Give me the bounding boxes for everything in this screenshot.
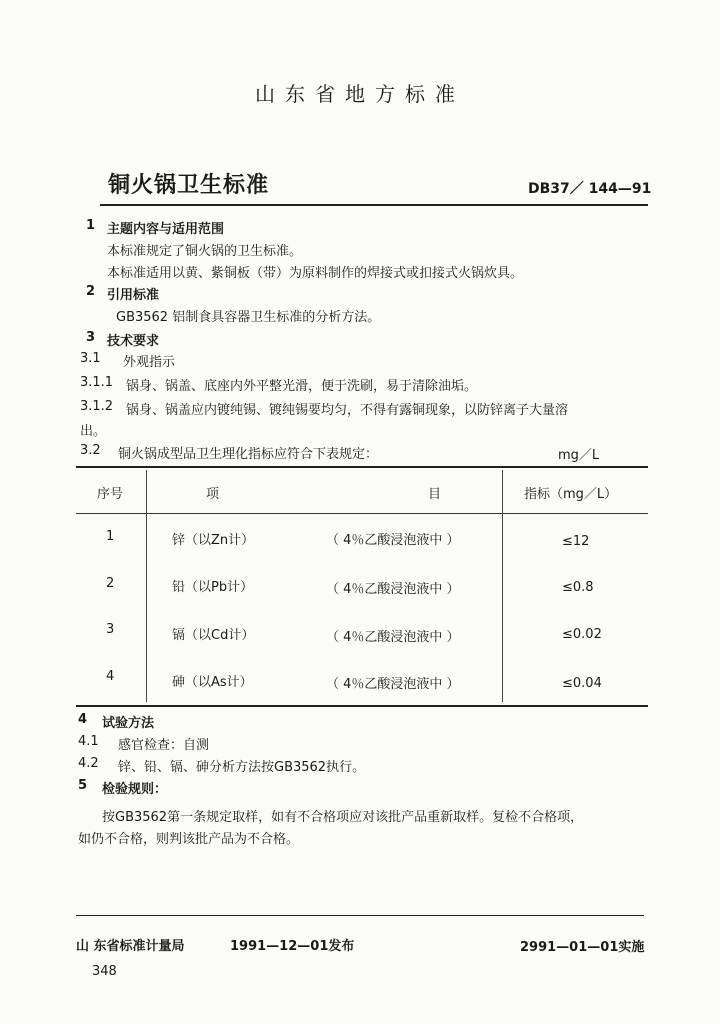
footer-rule — [76, 915, 644, 916]
row-condition: （ 4％乙酸浸泡液中 ） — [326, 677, 460, 692]
section-3-1-text: 外观指示 — [123, 355, 176, 370]
table-col-divider-1 — [146, 470, 147, 702]
section-5-paragraph-2: 如仍不合格，则判该批产品为不合格。 — [78, 832, 300, 847]
row-item: 镉（以Cd计） — [172, 628, 255, 643]
row-no: 3 — [106, 622, 115, 637]
row-no: 4 — [106, 669, 115, 684]
section-4-1-number: 4.1 — [78, 734, 99, 749]
row-condition: （ 4％乙酸浸泡液中 ） — [326, 582, 460, 597]
row-condition: （ 4％乙酸浸泡液中 ） — [326, 533, 460, 548]
section-3-1-number: 3.1 — [80, 351, 101, 366]
section-3-1-1-number: 3.1.1 — [80, 375, 114, 390]
table-bottom-rule — [76, 705, 648, 707]
row-limit: ≤12 — [562, 534, 590, 549]
table-header-no: 序号 — [97, 487, 124, 502]
table-col-divider-2 — [502, 470, 503, 702]
section-3-1-2-number: 3.1.2 — [80, 399, 114, 414]
section-2-number: 2 — [86, 284, 96, 299]
section-3-2-number: 3.2 — [80, 443, 101, 458]
table-header-rule — [76, 513, 648, 514]
section-1-heading: 主题内容与适用范围 — [107, 222, 225, 237]
row-condition: （ 4％乙酸浸泡液中 ） — [326, 630, 460, 645]
footer-issuer: 山 东省标准计量局 — [76, 939, 185, 954]
section-3-1-1-text: 锅身、锅盖、底座内外平整光滑，便于洗刷，易于清除油垢。 — [126, 379, 478, 394]
section-1-number: 1 — [86, 218, 96, 233]
table-top-rule — [76, 466, 648, 468]
section-3-1-2-text: 锅身、锅盖应内镀纯锡、镀纯锡要均匀，不得有露铜现象，以防锌离子大量溶 — [126, 403, 569, 418]
section-4-2-number: 4.2 — [78, 756, 99, 771]
section-2-reference: GB3562 铝制食具容器卫生标准的分析方法。 — [116, 310, 381, 325]
section-4-number: 4 — [78, 712, 88, 727]
page-number: 348 — [92, 964, 117, 979]
section-1-paragraph-1: 本标准规定了铜火锅的卫生标准。 — [107, 244, 303, 259]
row-limit: ≤0.8 — [562, 580, 594, 595]
row-no: 1 — [106, 529, 115, 544]
section-2-heading: 引用标准 — [107, 288, 160, 303]
document-title: 铜火锅卫生标准 — [108, 173, 270, 198]
section-3-number: 3 — [86, 330, 96, 345]
section-3-2-text: 铜火锅成型品卫生理化指标应符合下表规定： — [118, 447, 379, 462]
section-5-heading: 检验规则： — [102, 782, 168, 797]
row-limit: ≤0.02 — [562, 627, 602, 642]
section-3-heading: 技术要求 — [107, 334, 160, 349]
document-code: DB37／ 144—91 — [528, 181, 652, 197]
title-rule — [100, 204, 648, 206]
row-limit: ≤0.04 — [562, 676, 602, 691]
table-header-item-b: 目 — [428, 487, 442, 502]
row-item: 锌（以Zn计） — [172, 533, 255, 548]
section-1-paragraph-2: 本标准适用以黄、紫铜板（带）为原料制作的焊接式或扣接式火锅炊具。 — [107, 266, 524, 281]
footer-effective-date: 2991—01—01实施 — [520, 940, 645, 955]
table-header-item-a: 项 — [206, 487, 220, 502]
section-5-number: 5 — [78, 778, 88, 793]
section-4-1-text: 感官检查：自测 — [118, 738, 210, 753]
row-item: 铅（以Pb计） — [172, 580, 254, 595]
row-no: 2 — [106, 576, 115, 591]
section-5-paragraph-1: 按GB3562第一条规定取样，如有不合格项应对该批产品重新取样。复检不合格项， — [102, 810, 584, 825]
footer-issue-date: 1991—12—01发布 — [230, 939, 355, 954]
table-header-limit: 指标（mg／L） — [524, 487, 618, 502]
table-unit: mg／L — [558, 448, 600, 463]
standard-header-title: 山东省地方标准 — [255, 82, 465, 106]
section-4-heading: 试验方法 — [102, 716, 155, 731]
section-3-1-2-text-cont: 出。 — [80, 424, 107, 439]
row-item: 砷（以As计） — [172, 675, 253, 690]
section-4-2-text: 锌、铅、镉、砷分析方法按GB3562执行。 — [118, 760, 366, 775]
